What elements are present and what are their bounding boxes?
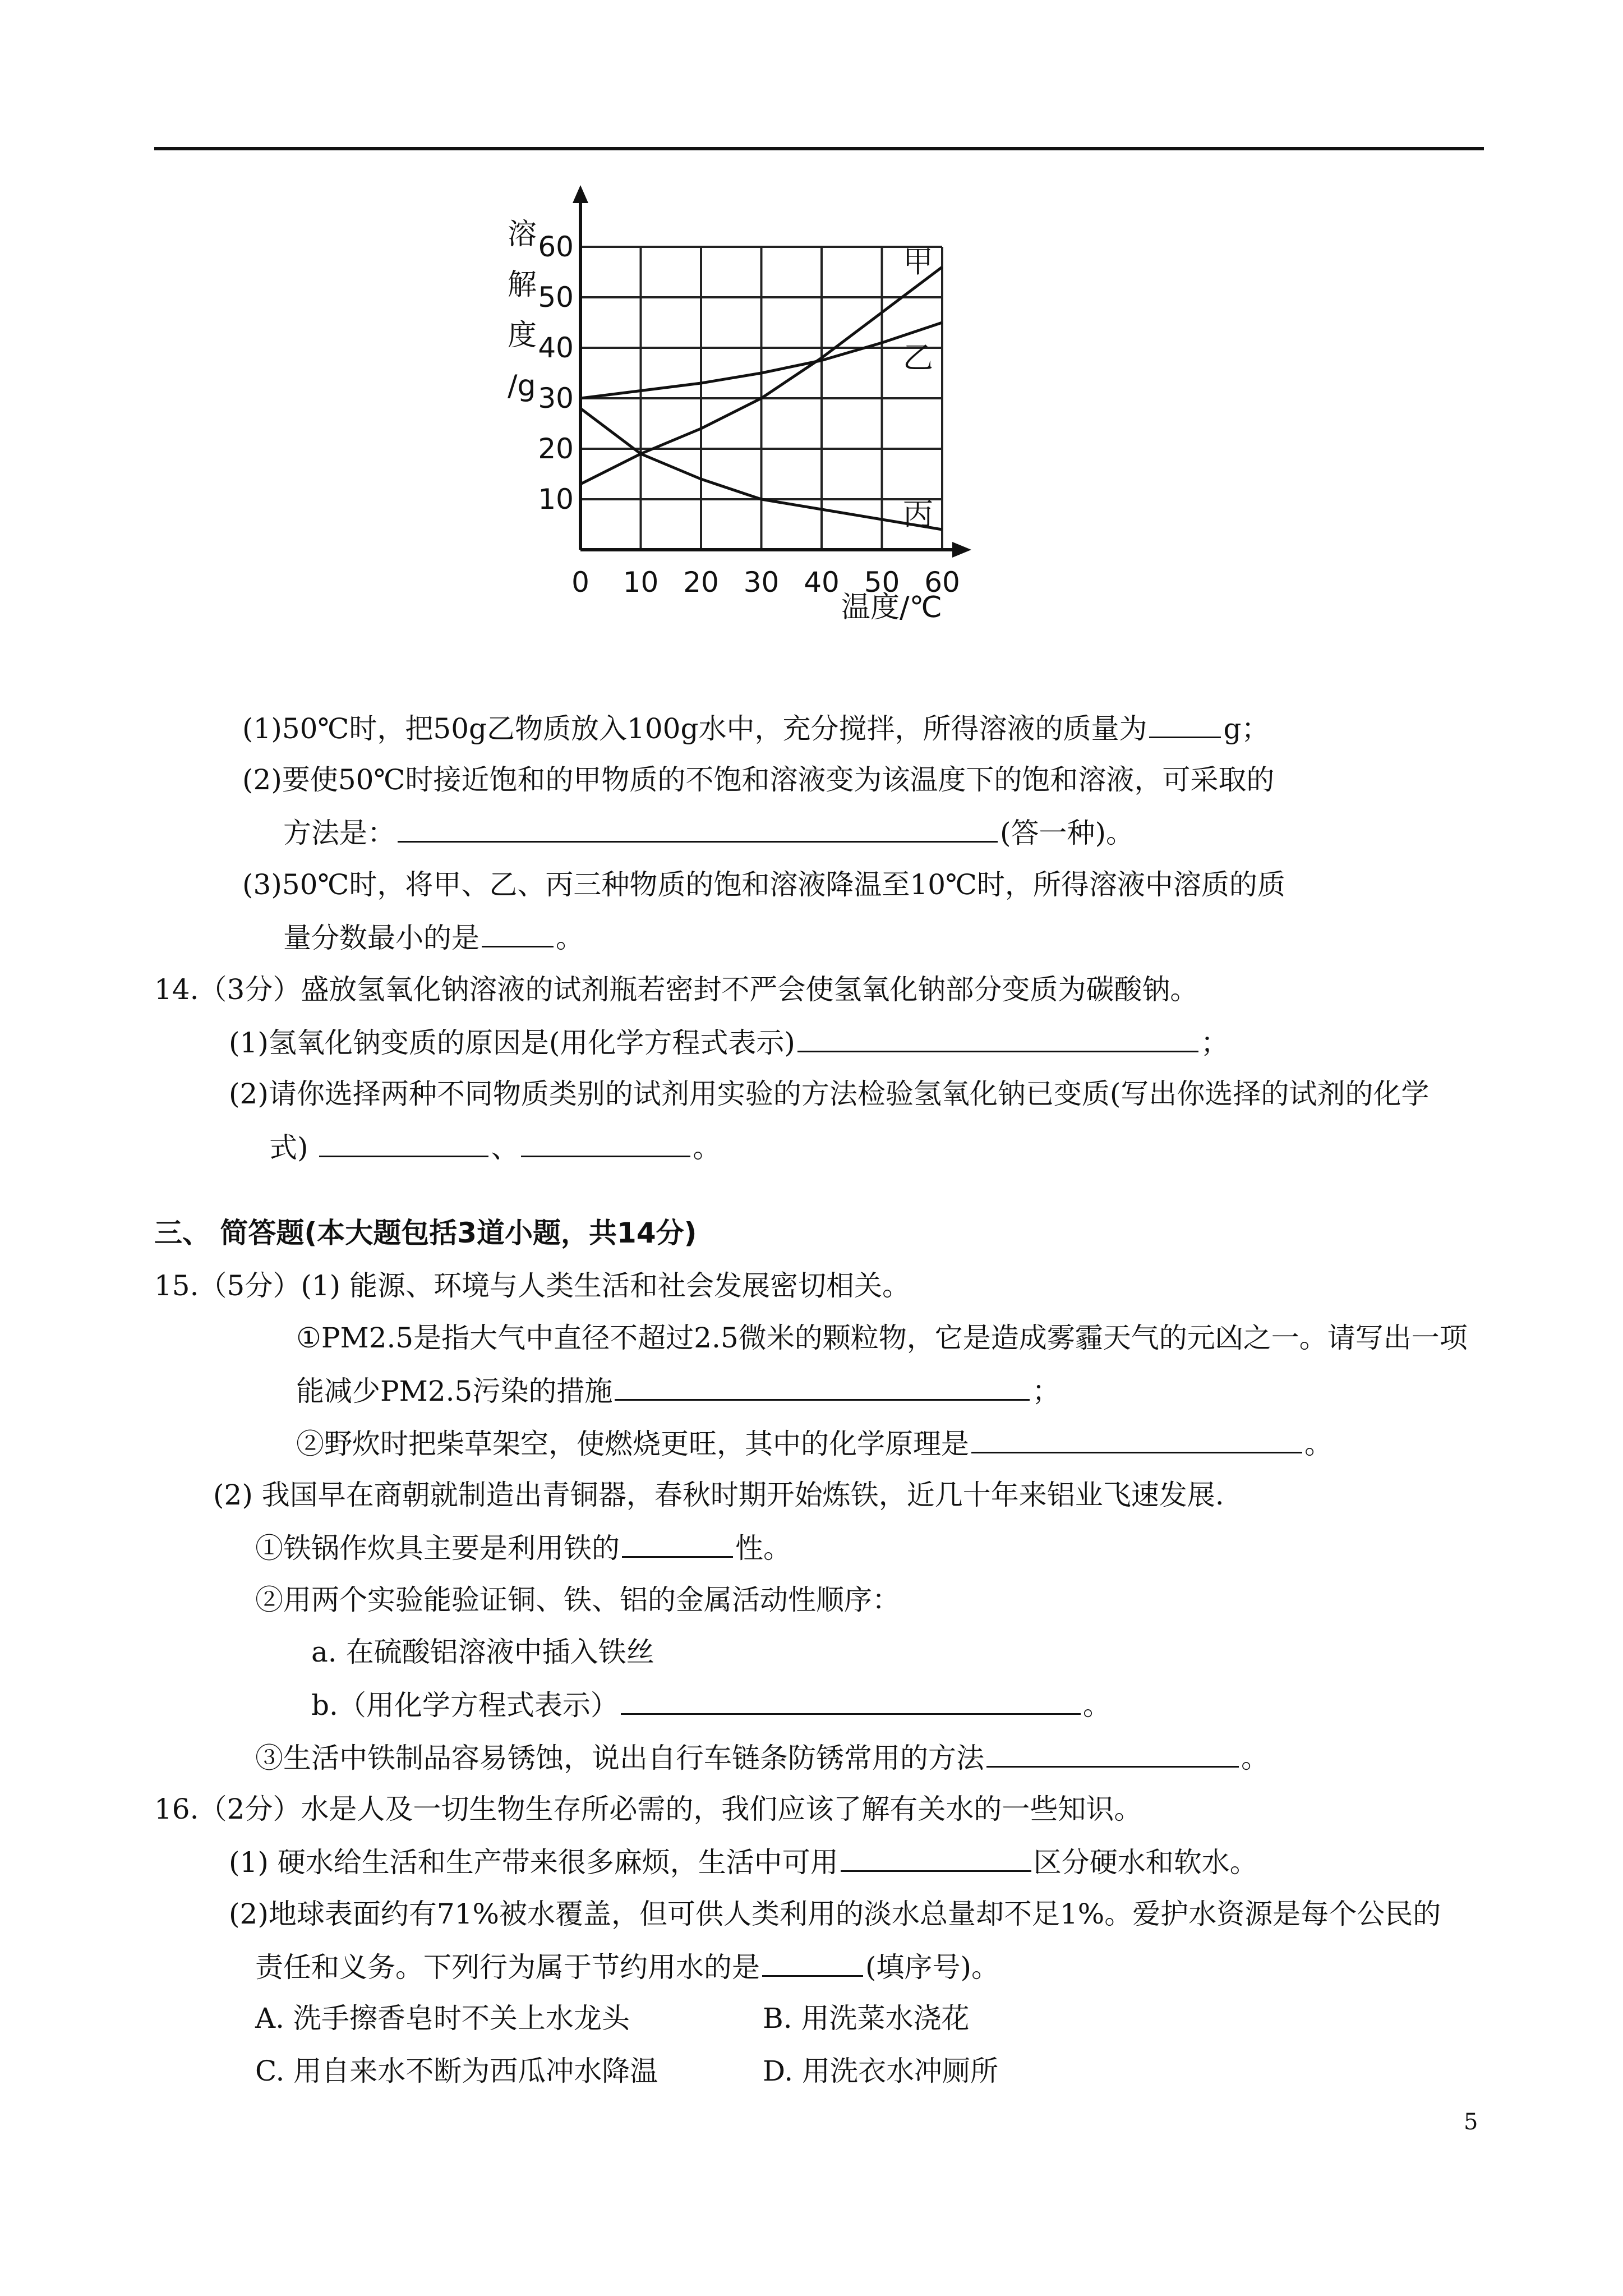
q16-answer-blank-2[interactable] (762, 1948, 863, 1977)
x-tick-label: 20 (683, 566, 719, 599)
q14-stem: 14.（3分）盛放氢氧化钠溶液的试剂瓶若密封不严会使氢氧化钠部分变质为碳酸钠。 (154, 973, 1198, 1006)
q16-option-c: C. 用自来水不断为西瓜冲水降温 (255, 2055, 658, 2087)
q14-answer-blank-3[interactable] (521, 1129, 690, 1157)
q15-stem: 15.（5分）(1) 能源、环境与人类生活和社会发展密切相关。 (154, 1269, 911, 1302)
q15-j1 (255, 1529, 791, 1566)
q16-part2: (2)地球表面约有71%被水覆盖，但可供人类利用的淡水总量却不足1%。爱护水资源是每个公民的 (229, 1898, 1441, 1930)
q15-answer-blank-4[interactable] (621, 1686, 1081, 1715)
q14-answer-blank-2[interactable] (319, 1129, 488, 1157)
q14-part2-tail: 。 (693, 1131, 721, 1164)
q15-item2-text: ②野炊时把柴草架空，使燃烧更旺，其中的化学原理是 (296, 1428, 969, 1460)
series-label: 丙 (903, 496, 933, 532)
section-3-heading: 三、 简答题(本大题包括3道小题，共14分) (154, 1217, 697, 1249)
y-tick-label: 10 (538, 483, 574, 516)
y-tick-label: 60 (538, 231, 574, 263)
chart-ticks (538, 231, 960, 599)
q13-part2-text: 方法是： (283, 817, 395, 849)
q14-answer-blank-1[interactable] (797, 1024, 1198, 1052)
q14-part2-sep: 、 (491, 1131, 519, 1164)
q15-j3-tail: 。 (1241, 1742, 1269, 1774)
q15-j3-text: ③生活中铁制品容易锈蚀，说出自行车链条防锈常用的方法 (255, 1742, 984, 1774)
q14-part2-cont (269, 1129, 721, 1166)
q16-stem: 16.（2分）水是人及一切生物生存所必需的，我们应该了解有关水的一些知识。 (154, 1793, 1142, 1825)
x-tick-label: 50 (864, 566, 900, 599)
chart-labels (508, 218, 942, 624)
q13-part1 (242, 710, 1269, 747)
q15-j1-tail: 性。 (735, 1532, 791, 1565)
y-axis-label: 度 (508, 319, 537, 352)
x-tick-label: 60 (924, 566, 960, 599)
y-tick-label: 20 (538, 432, 574, 465)
q15-j2b-tail: 。 (1082, 1689, 1111, 1722)
q13-part3-cont (283, 919, 584, 956)
q15-part2: (2) 我国早在商朝就制造出青铜器，春秋时期开始炼铁，近几十年来铝业飞速发展. (213, 1479, 1224, 1511)
q16-option-d: D. 用洗衣水冲厕所 (763, 2055, 999, 2087)
q15-item2 (296, 1425, 1332, 1462)
q13-part1-unit: g； (1223, 712, 1270, 745)
x-tick-label: 30 (743, 566, 780, 599)
series-label: 甲 (903, 244, 933, 279)
q13-part3-text: 量分数最小的是 (283, 922, 479, 954)
q13-answer-blank-2[interactable] (398, 814, 998, 843)
q15-j2b-text: b.（用化学方程式表示） (311, 1689, 619, 1722)
q15-j2: ②用两个实验能验证铜、铁、铝的金属活动性顺序： (255, 1584, 900, 1616)
series-label: 乙 (903, 340, 933, 375)
q14-part2: (2)请你选择两种不同物质类别的试剂用实验的方法检验氢氧化钠已变质(写出你选择的试剂的化学 (229, 1078, 1430, 1110)
q13-part3: (3)50℃时，将甲、乙、丙三种物质的饱和溶液降温至10℃时，所得溶液中溶质的质 (242, 868, 1285, 901)
q15-item1-text: 能减少PM2.5污染的措施 (296, 1375, 613, 1407)
solubility-chart (488, 180, 981, 634)
y-tick-label: 30 (538, 382, 574, 415)
y-tick-label: 50 (538, 281, 574, 314)
q15-item1-cont (296, 1372, 1060, 1409)
x-tick-label: 40 (804, 566, 840, 599)
q16-option-a: A. 洗手擦香皂时不关上水龙头 (255, 2002, 630, 2035)
y-axis-label: 解 (508, 268, 537, 302)
q13-part2-cont (283, 814, 1134, 851)
x-axis-arrow (952, 542, 971, 558)
x-tick-label: 0 (571, 566, 589, 599)
q15-j1-text: ①铁锅作炊具主要是利用铁的 (255, 1532, 620, 1565)
q15-answer-blank-5[interactable] (986, 1739, 1239, 1768)
q15-item2-tail: 。 (1304, 1428, 1332, 1460)
x-tick-label: 10 (623, 566, 659, 599)
q16-answer-blank-1[interactable] (841, 1843, 1031, 1872)
q16-part1-text: (1) 硬水给生活和生产带来很多麻烦，生活中可用 (229, 1846, 838, 1879)
x-axis-label: 温度/℃ (841, 591, 942, 624)
q13-part2-tail: (答一种)。 (1000, 817, 1135, 849)
q16-part1-tail: 区分硬水和软水。 (1033, 1846, 1258, 1879)
q15-j2a: a. 在硫酸铝溶液中插入铁丝 (311, 1636, 654, 1668)
q13-answer-blank-3[interactable] (482, 919, 554, 947)
q14-part2-text: 式) (269, 1131, 308, 1164)
y-tick-label: 40 (538, 332, 574, 364)
q14-part1 (229, 1024, 1229, 1061)
q13-part3-tail: 。 (556, 922, 584, 954)
page-number: 5 (1464, 2109, 1478, 2135)
q16-part2-text: 责任和义务。下列行为属于节约用水的是 (255, 1951, 760, 1984)
q13-answer-blank-1[interactable] (1149, 710, 1221, 738)
q15-j2b (311, 1686, 1111, 1723)
q14-part1-tail: ； (1200, 1027, 1229, 1059)
q16-part2-cont (255, 1948, 999, 1985)
q15-item1: ①PM2.5是指大气中直径不超过2.5微米的颗粒物，它是造成雾霾天气的元凶之一。请写出一项 (296, 1322, 1468, 1354)
y-axis-arrow (573, 185, 588, 203)
q14-part1-text: (1)氢氧化钠变质的原因是(用化学方程式表示) (229, 1027, 795, 1059)
q13-part2: (2)要使50℃时接近饱和的甲物质的不饱和溶液变为该温度下的饱和溶液，可采取的 (242, 763, 1275, 796)
q15-answer-blank-2[interactable] (971, 1425, 1302, 1453)
q16-part2-tail: (填序号)。 (865, 1951, 1000, 1984)
y-axis-label: 溶 (508, 218, 537, 251)
q16-option-b: B. 用洗菜水浇花 (763, 2002, 970, 2035)
y-axis-label: /g (508, 369, 536, 403)
q15-answer-blank-1[interactable] (615, 1372, 1030, 1401)
q13-part1-text: (1)50℃时，把50g乙物质放入100g水中，充分搅拌，所得溶液的质量为 (242, 712, 1147, 745)
q15-answer-blank-3[interactable] (622, 1529, 733, 1558)
header-rule (154, 147, 1484, 150)
q15-item1-tail: ； (1032, 1375, 1061, 1407)
q15-j3 (255, 1739, 1269, 1776)
q16-part1 (229, 1843, 1258, 1880)
